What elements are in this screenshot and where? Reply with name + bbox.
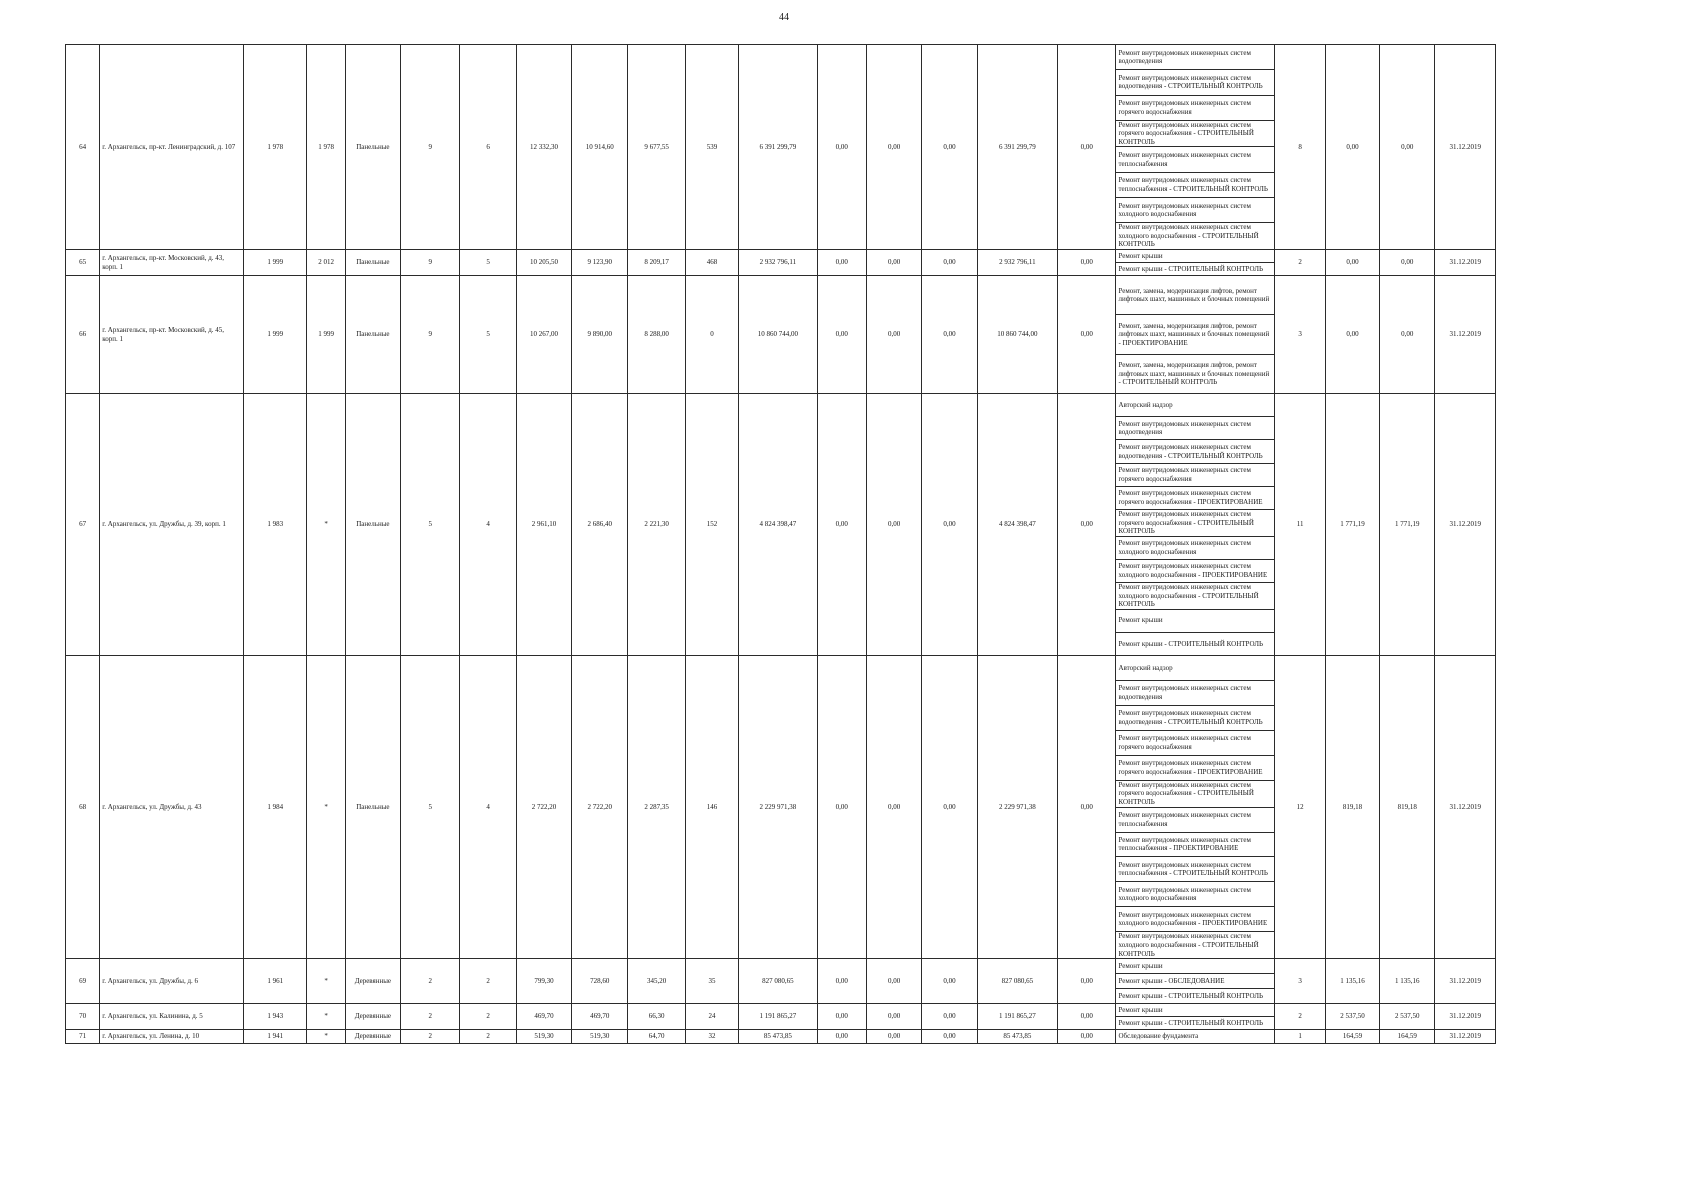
year-built-cell: 1 961 (244, 959, 307, 1004)
total-area-cell: 10 267,00 (516, 276, 571, 394)
work-item: Ремонт крыши (1116, 959, 1274, 974)
deadline-cell: 31.12.2019 (1435, 45, 1496, 250)
entrances-count-cell: 2 (460, 1004, 516, 1030)
total-cost-cell: 2 932 796,11 (739, 250, 817, 276)
total-cost-cell: 2 229 971,38 (739, 656, 817, 959)
address-cell: г. Архангельск, пр-кт. Ленинградский, д. 107 (100, 45, 244, 250)
fund-federal-cell: 0,00 (817, 250, 866, 276)
row-number-cell: 67 (66, 394, 100, 656)
year-renovation-cell: 1 999 (307, 276, 345, 394)
floors-count-cell: 2 (401, 959, 460, 1004)
wall-material-cell: Панельные (345, 656, 400, 959)
works-count-cell: 2 (1275, 250, 1325, 276)
total-cost-cell: 827 080,65 (739, 959, 817, 1004)
fund-owners-cell: 1 191 865,27 (977, 1004, 1058, 1030)
year-renovation-cell: * (307, 656, 345, 959)
unit-cost-max-cell: 164,59 (1380, 1030, 1435, 1044)
unit-cost-max-cell: 0,00 (1380, 250, 1435, 276)
work-item: Ремонт внутридомовых инженерных систем водоотведения (1116, 45, 1274, 70)
entrances-count-cell: 4 (460, 656, 516, 959)
year-renovation-cell: * (307, 394, 345, 656)
year-renovation-cell: * (307, 1030, 345, 1044)
residential-area-cell: 8 209,17 (628, 250, 685, 276)
work-item: Ремонт крыши - СТРОИТЕЛЬНЫЙ КОНТРОЛЬ (1118, 1018, 1263, 1027)
works-list (1116, 959, 1274, 1003)
work-item: Ремонт крыши (1116, 610, 1274, 633)
total-area-cell: 10 205,50 (516, 250, 571, 276)
work-item: Ремонт крыши (1116, 1004, 1274, 1017)
residential-area-cell: 2 287,35 (628, 656, 685, 959)
works-list-cell (1116, 1004, 1275, 1030)
living-area-cell: 2 722,20 (572, 656, 628, 959)
work-item: Ремонт внутридомовых инженерных систем холодного водоснабжения - СТРОИТЕЛЬНЫЙ КОНТРОЛЬ (1116, 583, 1274, 610)
table-body (66, 45, 1496, 1044)
fund-regional-cell: 0,00 (866, 394, 921, 656)
address-cell: г. Архангельск, пр-кт. Московский, д. 45, корп. 1 (100, 276, 244, 394)
fund-federal-cell: 0,00 (817, 656, 866, 959)
fund-regional-cell: 0,00 (866, 656, 921, 959)
wall-material-cell: Деревянные (345, 1004, 400, 1030)
fund-other-cell: 0,00 (1058, 276, 1116, 394)
unit-cost-cell: 164,59 (1325, 1030, 1379, 1044)
work-item: Ремонт крыши - СТРОИТЕЛЬНЫЙ КОНТРОЛЬ (1118, 264, 1263, 273)
fund-owners-cell: 2 229 971,38 (977, 656, 1058, 959)
residents-count-cell: 146 (685, 656, 738, 959)
fund-owners-cell: 2 932 796,11 (977, 250, 1058, 276)
works-count-cell: 12 (1275, 656, 1325, 959)
wall-material-cell: Деревянные (345, 1030, 400, 1044)
wall-material-cell: Панельные (345, 250, 400, 276)
unit-cost-cell: 0,00 (1325, 250, 1379, 276)
works-list-cell (1116, 394, 1275, 656)
fund-owners-cell: 6 391 299,79 (977, 45, 1058, 250)
fund-local-cell: 0,00 (922, 45, 977, 250)
deadline-cell: 31.12.2019 (1435, 1004, 1496, 1030)
floors-count-cell: 2 (401, 1004, 460, 1030)
table-row (66, 250, 1496, 276)
year-built-cell: 1 999 (244, 276, 307, 394)
works-list-cell (1116, 276, 1275, 394)
year-renovation-cell: * (307, 959, 345, 1004)
unit-cost-cell: 1 135,16 (1325, 959, 1379, 1004)
table-row (66, 45, 1496, 250)
address-cell: г. Архангельск, ул. Ленина, д. 10 (100, 1030, 244, 1044)
year-built-cell: 1 999 (244, 250, 307, 276)
wall-material-cell: Деревянные (345, 959, 400, 1004)
residential-area-cell: 2 221,30 (628, 394, 685, 656)
work-item: Ремонт внутридомовых инженерных систем холодного водоснабжения - ПРОЕКТИРОВАНИЕ (1116, 560, 1274, 583)
fund-regional-cell: 0,00 (866, 45, 921, 250)
works-count-cell: 3 (1275, 959, 1325, 1004)
living-area-cell: 469,70 (572, 1004, 628, 1030)
work-item: Ремонт внутридомовых инженерных систем теплоснабжения - ПРОЕКТИРОВАНИЕ (1116, 833, 1274, 858)
residential-area-cell: 9 677,55 (628, 45, 685, 250)
work-item: Ремонт внутридомовых инженерных систем холодного водоснабжения (1116, 882, 1274, 907)
fund-other-cell: 0,00 (1058, 656, 1116, 959)
floors-count-cell: 5 (401, 394, 460, 656)
year-renovation-cell: 2 012 (307, 250, 345, 276)
unit-cost-cell: 0,00 (1325, 276, 1379, 394)
total-area-cell: 12 332,30 (516, 45, 571, 250)
entrances-count-cell: 2 (460, 1030, 516, 1044)
row-number-cell: 66 (66, 276, 100, 394)
unit-cost-cell: 1 771,19 (1325, 394, 1379, 656)
address-cell: г. Архангельск, ул. Калинина, д. 5 (100, 1004, 244, 1030)
total-cost-cell: 6 391 299,79 (739, 45, 817, 250)
entrances-count-cell: 4 (460, 394, 516, 656)
total-area-cell: 469,70 (516, 1004, 571, 1030)
work-item: Ремонт внутридомовых инженерных систем холодного водоснабжения (1116, 537, 1274, 560)
works-count-cell: 2 (1275, 1004, 1325, 1030)
works-list (1116, 45, 1274, 249)
residents-count-cell: 539 (685, 45, 738, 250)
fund-other-cell: 0,00 (1058, 1004, 1116, 1030)
unit-cost-max-cell: 0,00 (1380, 45, 1435, 250)
work-item: Ремонт, замена, модернизация лифтов, ремонт лифтовых шахт, машинных и блочных помещений - ПРОЕКТИРОВАНИЕ (1116, 315, 1274, 354)
work-item: Ремонт внутридомовых инженерных систем горячего водоснабжения - СТРОИТЕЛЬНЫЙ КОНТРОЛЬ (1116, 510, 1274, 537)
fund-owners-cell: 85 473,85 (977, 1030, 1058, 1044)
table-row (66, 959, 1496, 1004)
work-item: Авторский надзор (1116, 394, 1274, 417)
works-list-cell (1116, 959, 1275, 1004)
fund-local-cell: 0,00 (922, 959, 977, 1004)
work-item: Ремонт внутридомовых инженерных систем горячего водоснабжения (1116, 464, 1274, 487)
floors-count-cell: 9 (401, 276, 460, 394)
unit-cost-cell: 819,18 (1325, 656, 1379, 959)
unit-cost-max-cell: 0,00 (1380, 276, 1435, 394)
fund-other-cell: 0,00 (1058, 1030, 1116, 1044)
fund-other-cell: 0,00 (1058, 959, 1116, 1004)
total-cost-cell: 4 824 398,47 (739, 394, 817, 656)
fund-regional-cell: 0,00 (866, 1030, 921, 1044)
work-item: Ремонт, замена, модернизация лифтов, ремонт лифтовых шахт, машинных и блочных помещений (1116, 276, 1274, 315)
work-item: Ремонт внутридомовых инженерных систем горячего водоснабжения - СТРОИТЕЛЬНЫЙ КОНТРОЛЬ (1116, 121, 1274, 148)
work-item: Ремонт внутридомовых инженерных систем холодного водоснабжения - СТРОИТЕЛЬНЫЙ КОНТРОЛЬ (1118, 932, 1259, 958)
total-cost-cell: 85 473,85 (739, 1030, 817, 1044)
work-item: Ремонт внутридомовых инженерных систем теплоснабжения - СТРОИТЕЛЬНЫЙ КОНТРОЛЬ (1116, 857, 1274, 882)
residents-count-cell: 24 (685, 1004, 738, 1030)
work-item: Ремонт внутридомовых инженерных систем горячего водоснабжения - ПРОЕКТИРОВАНИЕ (1116, 756, 1274, 781)
repair-program-table (65, 44, 1496, 1044)
living-area-cell: 519,30 (572, 1030, 628, 1044)
residents-count-cell: 152 (685, 394, 738, 656)
row-number-cell: 64 (66, 45, 100, 250)
table-row (66, 656, 1496, 959)
fund-local-cell: 0,00 (922, 1004, 977, 1030)
table-row (66, 1004, 1496, 1030)
deadline-cell: 31.12.2019 (1435, 394, 1496, 656)
row-number-cell: 70 (66, 1004, 100, 1030)
living-area-cell: 728,60 (572, 959, 628, 1004)
works-count-cell: 1 (1275, 1030, 1325, 1044)
work-item: Ремонт внутридомовых инженерных систем горячего водоснабжения (1116, 96, 1274, 121)
address-cell: г. Архангельск, пр-кт. Московский, д. 43, корп. 1 (100, 250, 244, 276)
year-built-cell: 1 983 (244, 394, 307, 656)
table-row (66, 394, 1496, 656)
residential-area-cell: 64,70 (628, 1030, 685, 1044)
unit-cost-max-cell: 1 135,16 (1380, 959, 1435, 1004)
entrances-count-cell: 5 (460, 250, 516, 276)
page-number: 44 (779, 12, 789, 23)
fund-federal-cell: 0,00 (817, 45, 866, 250)
residents-count-cell: 0 (685, 276, 738, 394)
unit-cost-max-cell: 1 771,19 (1380, 394, 1435, 656)
work-item: Ремонт внутридомовых инженерных систем водоотведения (1116, 681, 1274, 706)
work-item: Ремонт внутридомовых инженерных систем горячего водоснабжения (1116, 731, 1274, 756)
works-list (1116, 394, 1274, 655)
wall-material-cell: Панельные (345, 276, 400, 394)
fund-local-cell: 0,00 (922, 394, 977, 656)
fund-federal-cell: 0,00 (817, 394, 866, 656)
floors-count-cell: 9 (401, 250, 460, 276)
works-list (1116, 656, 1274, 958)
residential-area-cell: 345,20 (628, 959, 685, 1004)
work-item: Ремонт внутридомовых инженерных систем горячего водоснабжения - СТРОИТЕЛЬНЫЙ КОНТРОЛЬ (1116, 781, 1274, 808)
residential-area-cell: 8 288,00 (628, 276, 685, 394)
floors-count-cell: 2 (401, 1030, 460, 1044)
fund-regional-cell: 0,00 (866, 250, 921, 276)
year-renovation-cell: * (307, 1004, 345, 1030)
residents-count-cell: 35 (685, 959, 738, 1004)
fund-regional-cell: 0,00 (866, 959, 921, 1004)
year-built-cell: 1 941 (244, 1030, 307, 1044)
fund-local-cell: 0,00 (922, 656, 977, 959)
fund-owners-cell: 4 824 398,47 (977, 394, 1058, 656)
total-area-cell: 519,30 (516, 1030, 571, 1044)
work-item: Ремонт внутридомовых инженерных систем холодного водоснабжения - СТРОИТЕЛЬНЫЙ КОНТРОЛЬ (1118, 223, 1259, 249)
living-area-cell: 10 914,60 (572, 45, 628, 250)
deadline-cell: 31.12.2019 (1435, 1030, 1496, 1044)
residents-count-cell: 468 (685, 250, 738, 276)
deadline-cell: 31.12.2019 (1435, 656, 1496, 959)
deadline-cell: 31.12.2019 (1435, 276, 1496, 394)
fund-federal-cell: 0,00 (817, 1004, 866, 1030)
row-number-cell: 71 (66, 1030, 100, 1044)
works-list-cell (1116, 45, 1275, 250)
work-item: Ремонт крыши - ОБСЛЕДОВАНИЕ (1116, 974, 1274, 989)
fund-federal-cell: 0,00 (817, 959, 866, 1004)
residential-area-cell: 66,30 (628, 1004, 685, 1030)
work-item: Ремонт, замена, модернизация лифтов, ремонт лифтовых шахт, машинных и блочных помещений - СТРОИТЕЛЬНЫЙ КОНТРОЛЬ (1118, 361, 1270, 387)
work-item: Ремонт внутридомовых инженерных систем холодного водоснабжения - ПРОЕКТИРОВАНИЕ (1116, 907, 1274, 932)
work-item: Ремонт крыши - СТРОИТЕЛЬНЫЙ КОНТРОЛЬ (1118, 991, 1263, 1000)
work-item: Ремонт внутридомовых инженерных систем водоотведения - СТРОИТЕЛЬНЫЙ КОНТРОЛЬ (1116, 440, 1274, 463)
year-renovation-cell: 1 978 (307, 45, 345, 250)
work-item: Авторский надзор (1116, 656, 1274, 681)
works-count-cell: 8 (1275, 45, 1325, 250)
address-cell: г. Архангельск, ул. Дружбы, д. 6 (100, 959, 244, 1004)
works-list (1116, 1030, 1274, 1043)
fund-federal-cell: 0,00 (817, 1030, 866, 1044)
total-cost-cell: 10 860 744,00 (739, 276, 817, 394)
works-count-cell: 11 (1275, 394, 1325, 656)
fund-other-cell: 0,00 (1058, 45, 1116, 250)
address-cell: г. Архангельск, ул. Дружбы, д. 39, корп. 1 (100, 394, 244, 656)
works-list (1116, 250, 1274, 275)
living-area-cell: 2 686,40 (572, 394, 628, 656)
works-list (1116, 1004, 1274, 1029)
deadline-cell: 31.12.2019 (1435, 959, 1496, 1004)
fund-owners-cell: 827 080,65 (977, 959, 1058, 1004)
work-item: Ремонт крыши (1116, 250, 1274, 263)
fund-local-cell: 0,00 (922, 1030, 977, 1044)
fund-regional-cell: 0,00 (866, 1004, 921, 1030)
fund-regional-cell: 0,00 (866, 276, 921, 394)
works-list-cell (1116, 250, 1275, 276)
residents-count-cell: 32 (685, 1030, 738, 1044)
fund-owners-cell: 10 860 744,00 (977, 276, 1058, 394)
total-area-cell: 799,30 (516, 959, 571, 1004)
row-number-cell: 68 (66, 656, 100, 959)
unit-cost-max-cell: 819,18 (1380, 656, 1435, 959)
entrances-count-cell: 6 (460, 45, 516, 250)
works-list-cell (1116, 1030, 1275, 1044)
work-item: Ремонт внутридомовых инженерных систем горячего водоснабжения - ПРОЕКТИРОВАНИЕ (1116, 487, 1274, 510)
row-number-cell: 69 (66, 959, 100, 1004)
fund-local-cell: 0,00 (922, 250, 977, 276)
work-item: Ремонт внутридомовых инженерных систем теплоснабжения (1116, 808, 1274, 833)
total-cost-cell: 1 191 865,27 (739, 1004, 817, 1030)
year-built-cell: 1 943 (244, 1004, 307, 1030)
row-number-cell: 65 (66, 250, 100, 276)
deadline-cell: 31.12.2019 (1435, 250, 1496, 276)
fund-other-cell: 0,00 (1058, 250, 1116, 276)
works-list (1116, 276, 1274, 393)
work-item: Ремонт внутридомовых инженерных систем водоотведения - СТРОИТЕЛЬНЫЙ КОНТРОЛЬ (1116, 706, 1274, 731)
work-item: Ремонт внутридомовых инженерных систем водоотведения - СТРОИТЕЛЬНЫЙ КОНТРОЛЬ (1116, 70, 1274, 95)
unit-cost-max-cell: 2 537,50 (1380, 1004, 1435, 1030)
wall-material-cell: Панельные (345, 394, 400, 656)
living-area-cell: 9 890,00 (572, 276, 628, 394)
entrances-count-cell: 2 (460, 959, 516, 1004)
unit-cost-cell: 0,00 (1325, 45, 1379, 250)
wall-material-cell: Панельные (345, 45, 400, 250)
total-area-cell: 2 961,10 (516, 394, 571, 656)
works-list-cell (1116, 656, 1275, 959)
work-item: Ремонт внутридомовых инженерных систем теплоснабжения - СТРОИТЕЛЬНЫЙ КОНТРОЛЬ (1116, 173, 1274, 198)
fund-federal-cell: 0,00 (817, 276, 866, 394)
living-area-cell: 9 123,90 (572, 250, 628, 276)
table-row (66, 276, 1496, 394)
year-built-cell: 1 984 (244, 656, 307, 959)
works-count-cell: 3 (1275, 276, 1325, 394)
entrances-count-cell: 5 (460, 276, 516, 394)
work-item: Ремонт внутридомовых инженерных систем теплоснабжения (1116, 147, 1274, 172)
work-item: Обследование фундамента (1118, 1032, 1199, 1041)
work-item: Ремонт внутридомовых инженерных систем водоотведения (1116, 417, 1274, 440)
fund-local-cell: 0,00 (922, 276, 977, 394)
address-cell: г. Архангельск, ул. Дружбы, д. 43 (100, 656, 244, 959)
work-item: Ремонт крыши - СТРОИТЕЛЬНЫЙ КОНТРОЛЬ (1118, 639, 1263, 648)
table-row (66, 1030, 1496, 1044)
floors-count-cell: 5 (401, 656, 460, 959)
total-area-cell: 2 722,20 (516, 656, 571, 959)
fund-other-cell: 0,00 (1058, 394, 1116, 656)
floors-count-cell: 9 (401, 45, 460, 250)
work-item: Ремонт внутридомовых инженерных систем холодного водоснабжения (1116, 198, 1274, 223)
year-built-cell: 1 978 (244, 45, 307, 250)
unit-cost-cell: 2 537,50 (1325, 1004, 1379, 1030)
